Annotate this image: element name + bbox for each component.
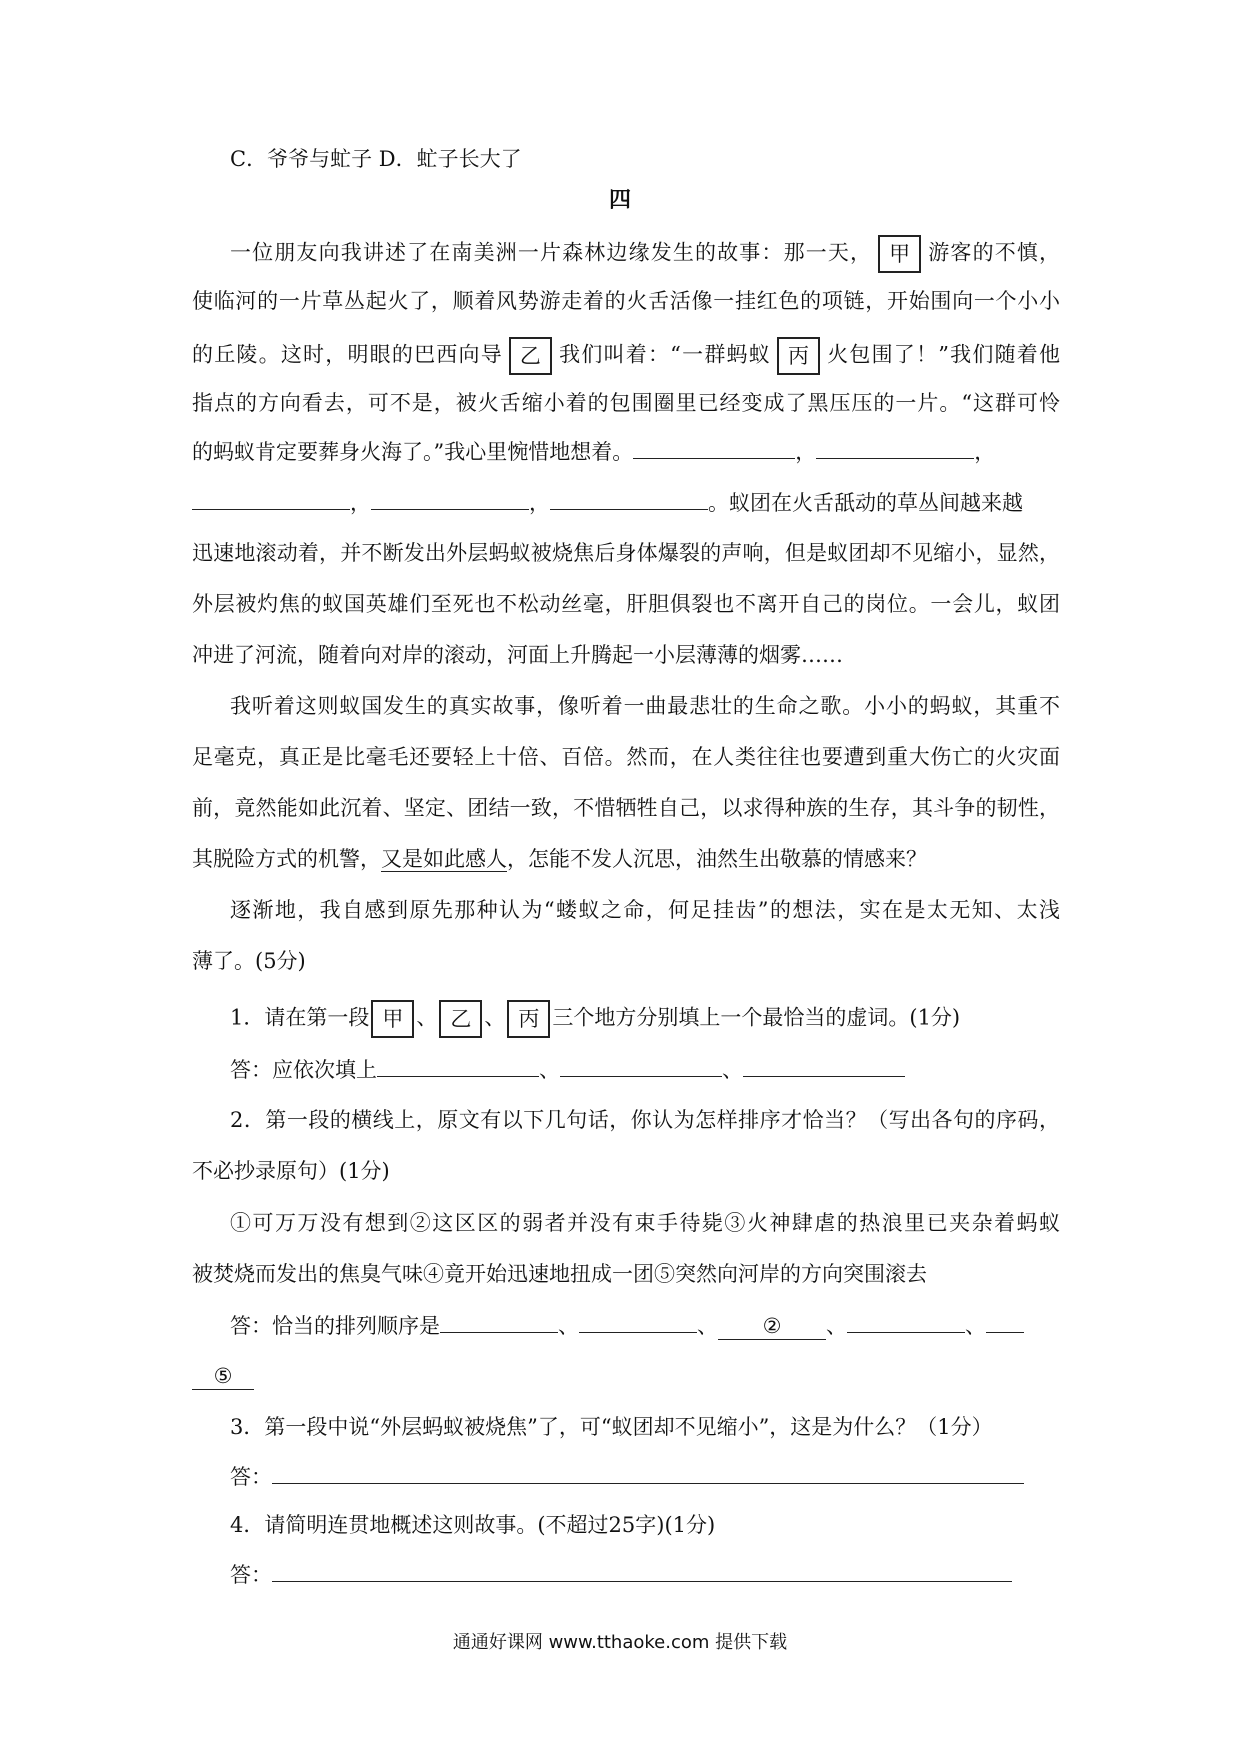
question-2-cont: 不必抄录原句）(1分) (192, 1159, 390, 1183)
page-footer: 通通好课网 www.tthaoke.com 提供下载 (452, 1632, 788, 1653)
answer-blank[interactable] (847, 1310, 965, 1333)
passage-line: 外层被灼焦的蚁国英雄们至死也不松动丝毫，肝胆俱裂也不离开自己的岗位。一会儿，蚁团 (192, 592, 1060, 616)
section-heading: 四 (608, 187, 631, 213)
passage-line: 我听着这则蚁国发生的真实故事，像听着一曲最悲壮的生命之歌。小小的蚂蚁，其重不 (230, 694, 1060, 718)
blank-box-yi-ref: 乙 (439, 1000, 482, 1038)
question-2: 2．第一段的横线上，原文有以下几句话，你认为怎样排序才恰当？（写出各句的序码， (230, 1108, 1060, 1132)
answer-blank[interactable] (633, 436, 795, 459)
question-2-options: ①可万万没有想到②这区区的弱者并没有束手待毙③火神肆虐的热浪里已夹杂着蚂蚁 (230, 1211, 1060, 1235)
passage-line: 前，竟然能如此沉着、坚定、团结一致，不惜牺牲自己，以求得种族的生存，其斗争的韧性， (192, 796, 1060, 820)
answer-blank[interactable] (550, 487, 708, 510)
answer-blank[interactable] (192, 487, 350, 510)
answer-blank[interactable] (986, 1310, 1024, 1333)
passage-line: 的丘陵。这时，明眼的巴西向导 乙 我们叫着：“一群蚂蚁 丙 火包围了！”我们随着他 (192, 337, 1060, 375)
passage-line: 指点的方向看去，可不是，被火舌缩小着的包围圈里已经变成了黑压压的一片。“这群可怜 (192, 391, 1060, 415)
answer-blank[interactable] (560, 1054, 722, 1077)
passage-line: 足毫克，真正是比毫毛还要轻上十倍、百倍。然而，在人类往往也要遭到重大伤亡的火灾面 (192, 745, 1060, 769)
passage-line: 一位朋友向我讲述了在南美洲一片森林边缘发生的故事：那一天， 甲 游客的不慎， (230, 235, 1060, 273)
question-1: 1．请在第一段 甲 、 乙 、 丙 三个地方分别填上一个最恰当的虚词。(1分) (230, 1000, 1060, 1038)
passage-line: 使临河的一片草丛起火了，顺着风势游走着的火舌活像一挂红色的项链，开始围向一个小小 (192, 289, 1060, 313)
passage-line: 薄了。(5分) (192, 949, 306, 973)
underlined-phrase: 又是如此感人 (381, 847, 507, 871)
blank-box-yi: 乙 (509, 337, 552, 375)
blank-box-bing-ref: 丙 (507, 1000, 550, 1038)
answer-blank[interactable] (377, 1054, 539, 1077)
answer-blank[interactable] (579, 1310, 697, 1333)
passage-line: 迅速地滚动着，并不断发出外层蚂蚁被烧焦后身体爆裂的声响，但是蚁团却不见缩小，显然， (192, 541, 1060, 565)
answer-line[interactable] (272, 1461, 1024, 1484)
passage-line: 其脱险方式的机警，又是如此感人，怎能不发人沉思，油然生出敬慕的情感来？ (192, 847, 927, 871)
answer-line[interactable] (272, 1559, 1012, 1582)
blank-box-jia-ref: 甲 (371, 1000, 414, 1038)
answer-3: 答： (230, 1461, 1060, 1492)
blank-box-bing: 丙 (777, 337, 820, 375)
answer-blank[interactable] (743, 1054, 905, 1077)
option-line-cd: C．爷爷与虻子 D．虻子长大了 (230, 147, 522, 171)
given-answer: ② (718, 1313, 826, 1340)
question-3: 3．第一段中说“外层蚂蚁被烧焦”了，可“蚁团却不见缩小”，这是为什么？（1分） (230, 1415, 993, 1439)
passage-line: 逐渐地，我自感到原先那种认为“蝼蚁之命，何足挂齿”的想法，实在是太无知、太浅 (230, 898, 1060, 922)
answer-1: 答：应依次填上 、 、 (230, 1054, 1060, 1085)
answer-blank[interactable] (371, 487, 529, 510)
answer-4: 答： (230, 1559, 1060, 1590)
answer-blank[interactable] (816, 436, 974, 459)
answer-2-cont (192, 1361, 1060, 1391)
blank-box-jia: 甲 (878, 235, 921, 273)
question-2-options-cont: 被焚烧而发出的焦臭气味④竟开始迅速地扭成一团⑤突然向河岸的方向突围滚去 (192, 1262, 927, 1286)
answer-2: 答：恰当的排列顺序是 、 、 ② 、 、 (230, 1310, 1060, 1341)
passage-line: 冲进了河流，随着向对岸的滚动，河面上升腾起一小层薄薄的烟雾…… (192, 643, 843, 667)
passage-line: ， ， 。蚁团在火舌舐动的草丛间越来越 (192, 487, 1060, 518)
question-4: 4．请简明连贯地概述这则故事。(不超过25字)(1分) (230, 1513, 716, 1537)
answer-blank[interactable] (440, 1310, 558, 1333)
given-answer: ⑤ (192, 1363, 254, 1390)
passage-line: 的蚂蚁肯定要葬身火海了。”我心里惋惜地想着。 ， ， (192, 436, 1060, 467)
